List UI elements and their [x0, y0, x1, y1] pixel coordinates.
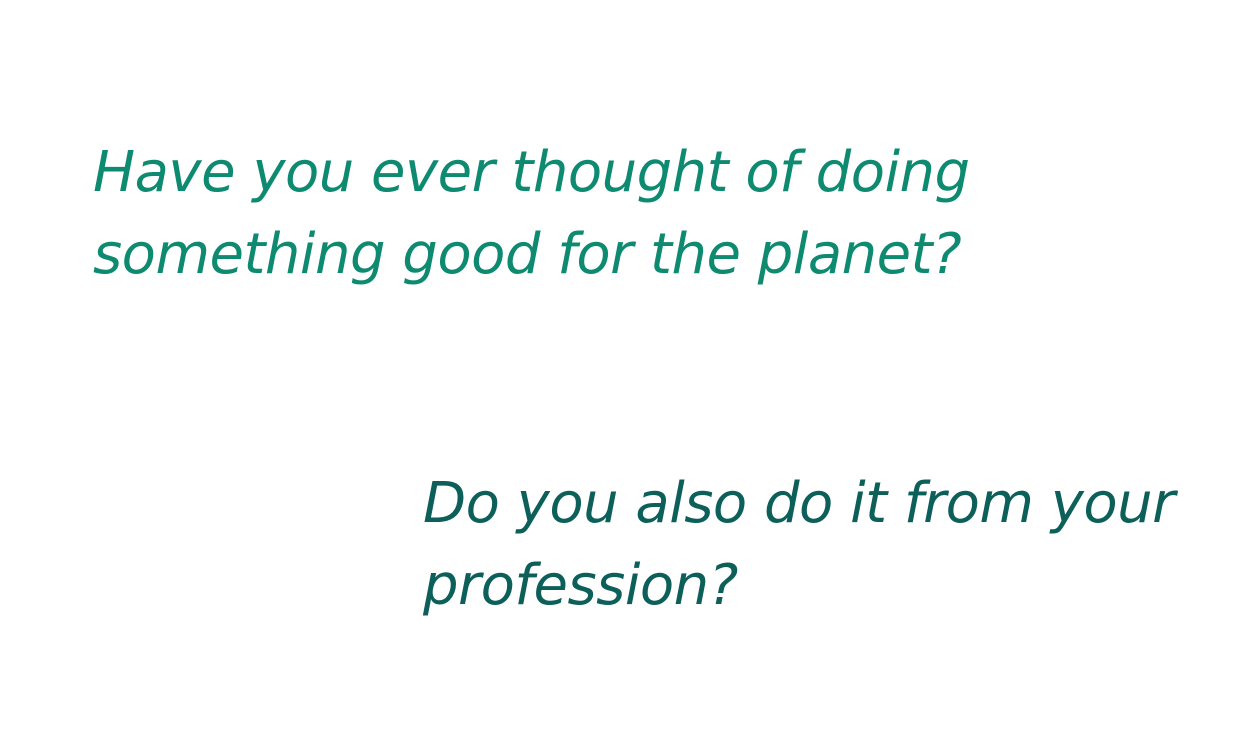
question-planet-line-1: Have you ever thought of doing: [93, 140, 970, 205]
question-profession-line-1: Do you also do it from your: [423, 471, 1175, 536]
question-profession: [423, 463, 1175, 627]
question-planet-line-2: something good for the planet?: [93, 222, 962, 287]
question-profession-line-2: profession?: [423, 553, 738, 618]
question-planet: [93, 132, 970, 296]
